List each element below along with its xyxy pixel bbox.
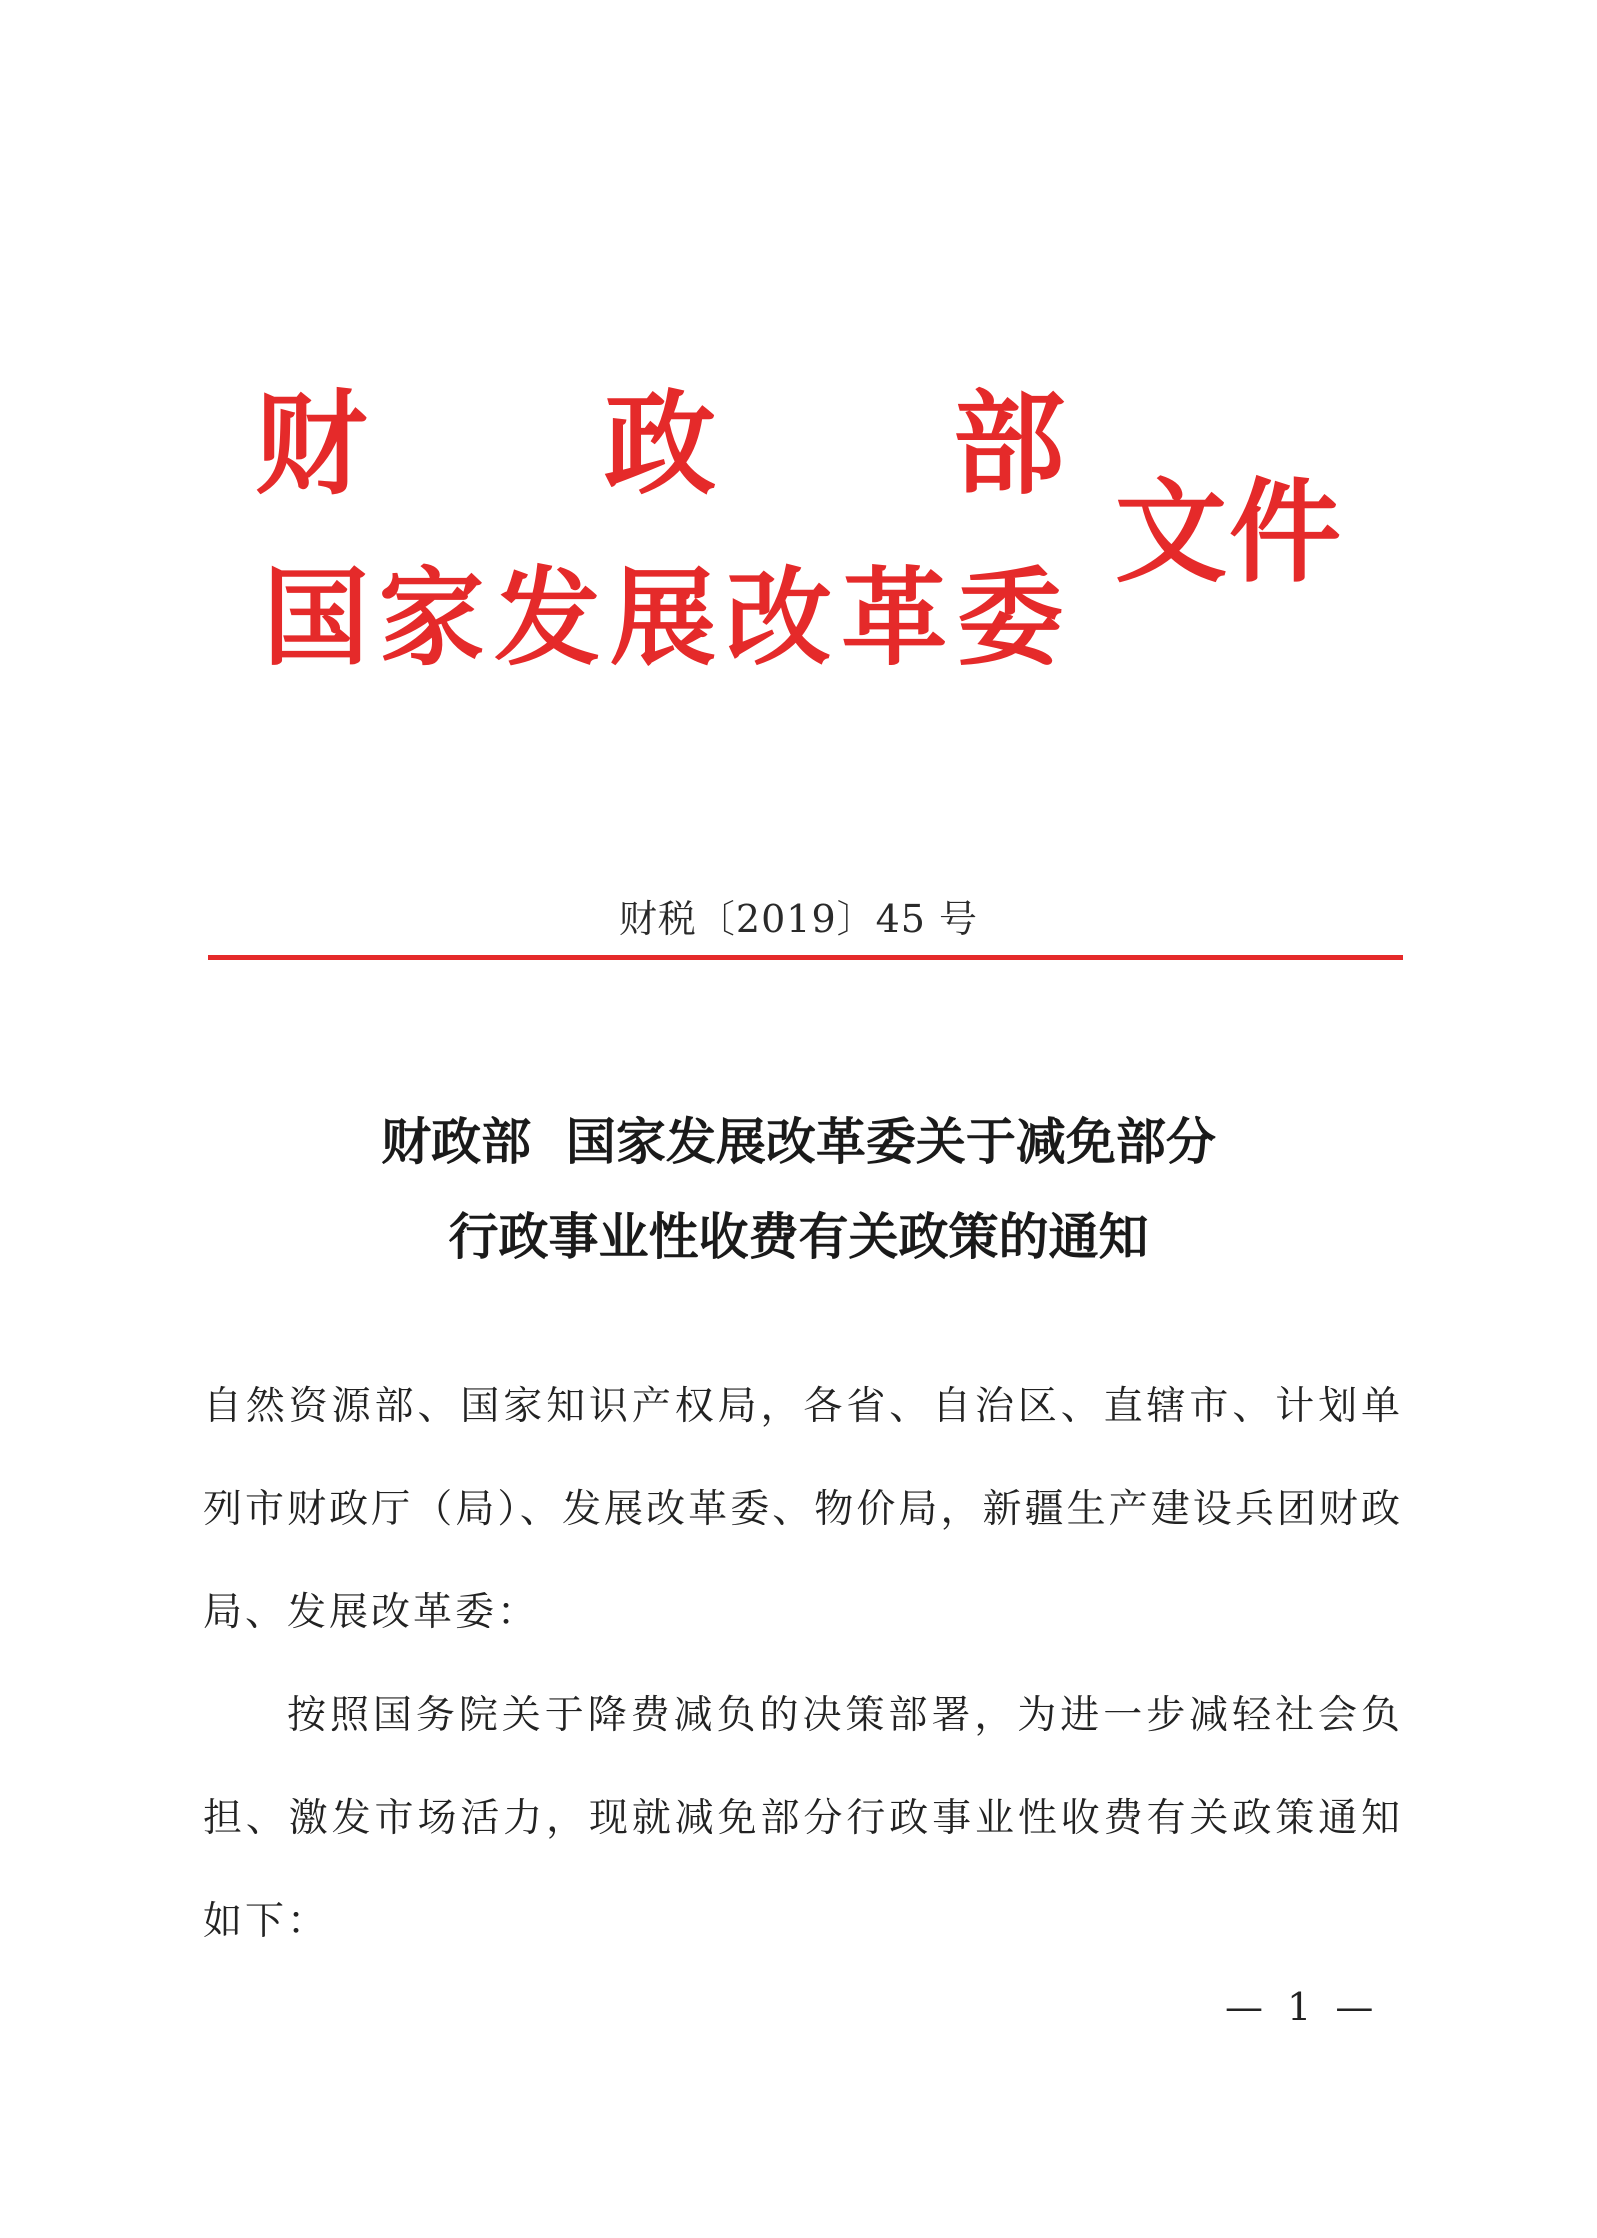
page-number: — 1 — bbox=[1225, 1985, 1380, 2029]
issuer-char: 改 bbox=[725, 554, 832, 680]
document-label: 文件 bbox=[1115, 466, 1343, 598]
issuer-char: 展 bbox=[609, 554, 716, 680]
issuer-char: 发 bbox=[494, 554, 601, 680]
issuer-char: 政 bbox=[604, 379, 716, 510]
issuer-header-row2 bbox=[263, 555, 1063, 680]
issuer-char: 国 bbox=[263, 554, 369, 680]
issuer-char: 委 bbox=[956, 554, 1063, 680]
document-number: 财税〔2019〕45 号 bbox=[618, 897, 979, 941]
document-title bbox=[0, 1095, 1597, 1285]
document-body bbox=[203, 1355, 1403, 1973]
red-divider-line bbox=[208, 955, 1403, 960]
issuer-char: 家 bbox=[378, 554, 485, 680]
title-line-1: 财政部 国家发展改革委关于减免部分 bbox=[381, 1113, 1216, 1171]
issuer-header-row1 bbox=[255, 379, 1065, 510]
issuer-char: 革 bbox=[841, 554, 948, 680]
body-paragraph: 按照国务院关于降费减负的决策部署，为进一步减轻社会负担、激发市场活力，现就减免部分行政事业性收费有关政策通知如下： bbox=[203, 1693, 1403, 1944]
issuer-char: 财 bbox=[255, 379, 367, 510]
issuer-char: 部 bbox=[953, 379, 1065, 510]
addressees-paragraph: 自然资源部、国家知识产权局，各省、自治区、直辖市、计划单列市财政厅（局）、发展改革委、物价局，新疆生产建设兵团财政局、发展改革委： bbox=[203, 1384, 1403, 1635]
title-line-2: 行政事业性收费有关政策的通知 bbox=[448, 1208, 1149, 1266]
